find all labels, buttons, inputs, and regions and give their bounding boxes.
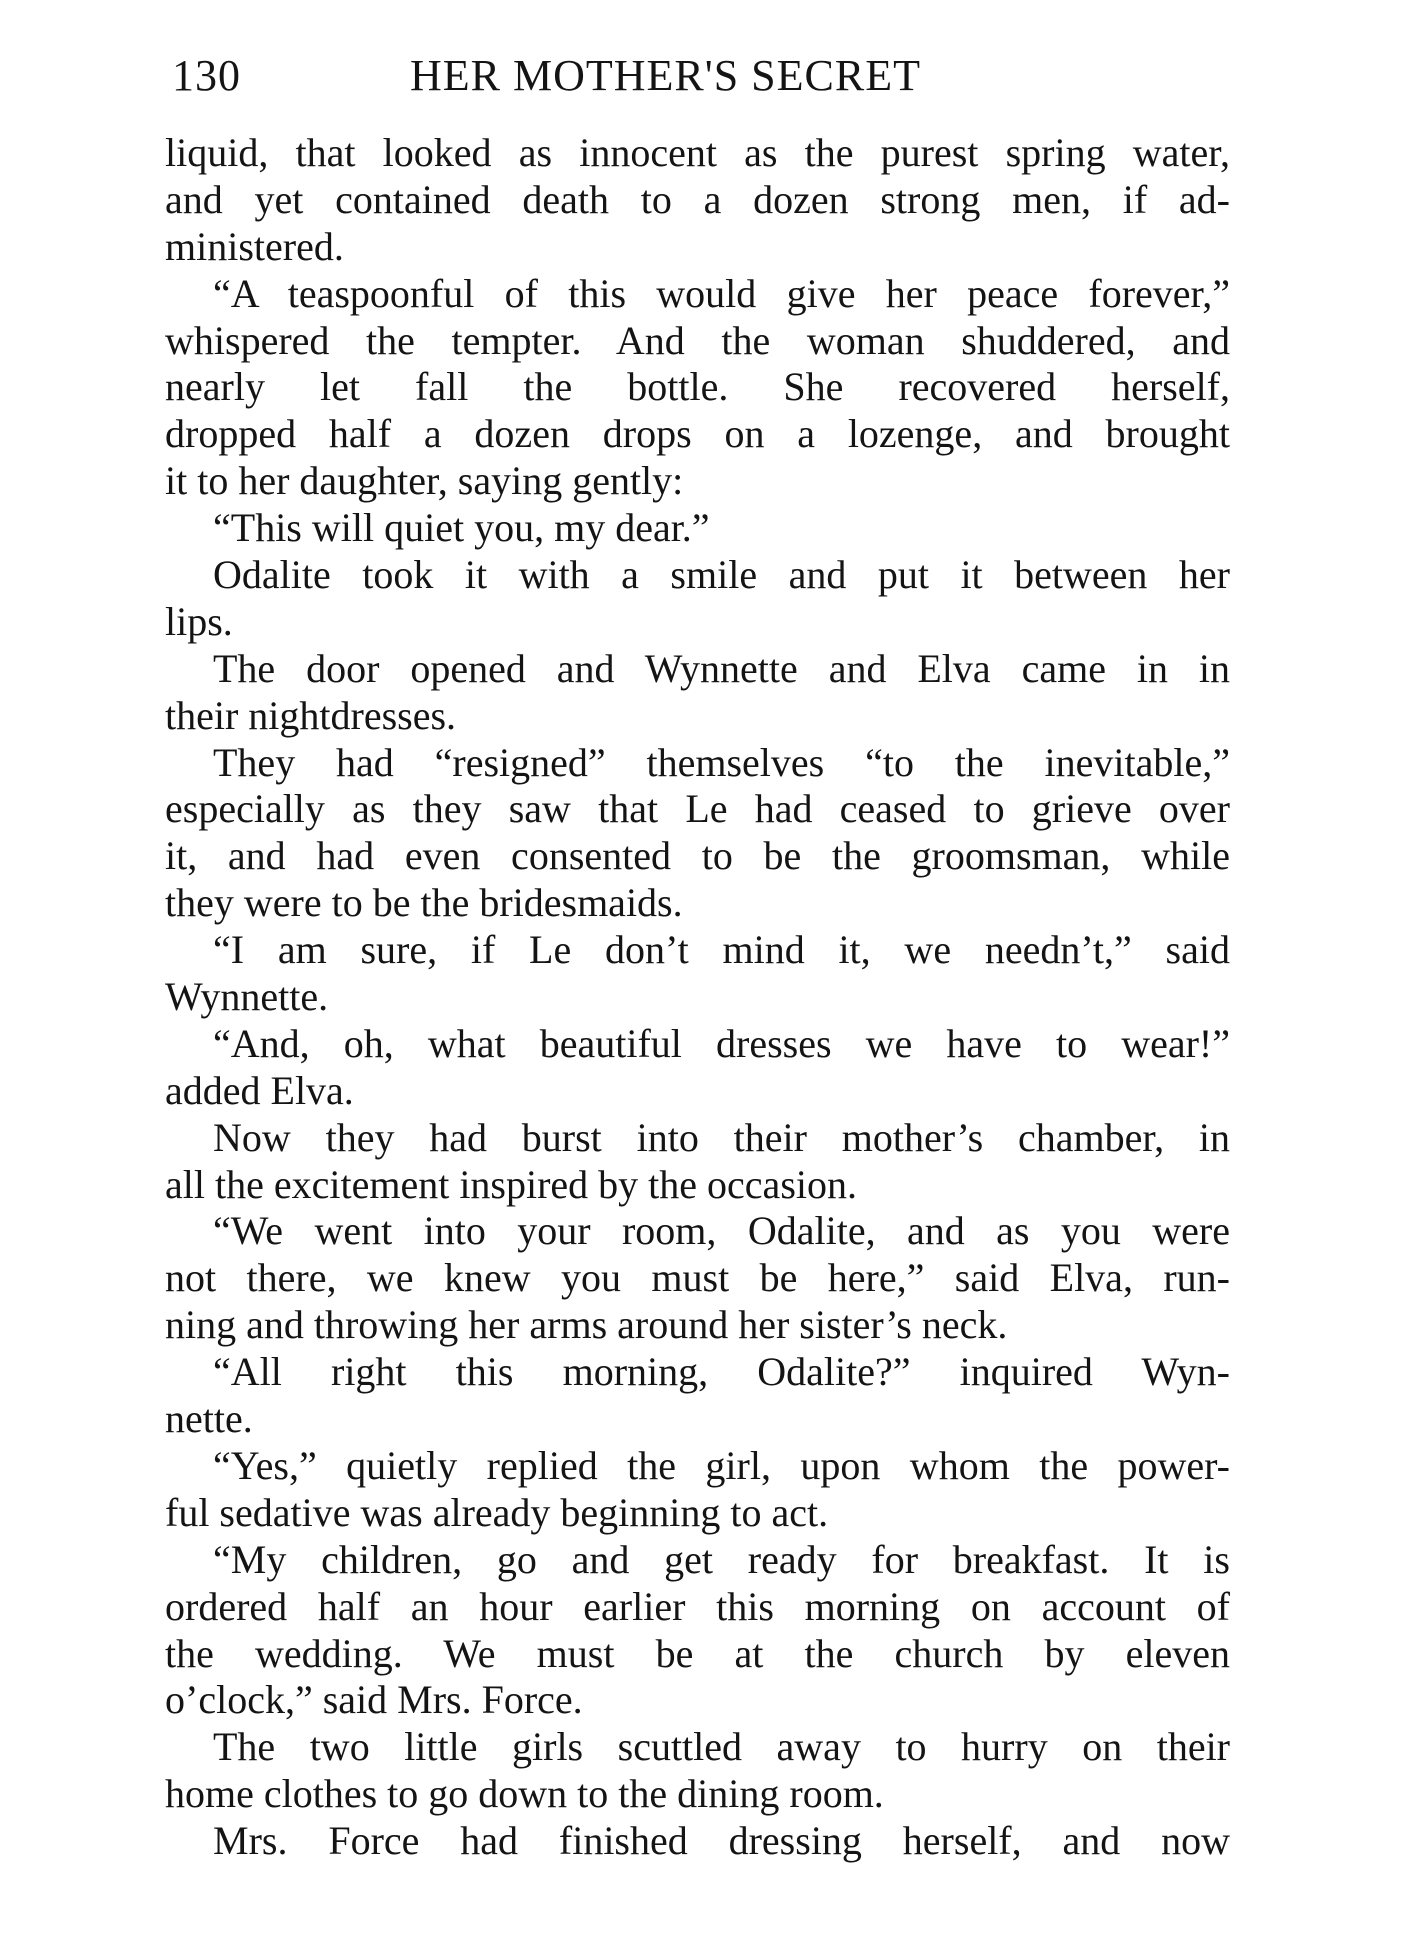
text-line: lips. bbox=[165, 598, 233, 644]
text-line: “And, oh, what beautiful dresses we have to wear!” bbox=[213, 1020, 1230, 1066]
text-line: The two little girls scuttled away to hurry on their bbox=[213, 1724, 1230, 1770]
text-line: it to her daughter, saying gently: bbox=[165, 458, 684, 504]
text-line: “Yes,” quietly replied the girl, upon whom the power- bbox=[213, 1442, 1230, 1488]
text-line: ordered half an hour earlier this morning on account of bbox=[165, 1583, 1230, 1629]
body-text bbox=[165, 130, 1230, 1865]
text-line: They had “resigned” themselves “to the inevitable,” bbox=[213, 739, 1230, 785]
text-line: “We went into your room, Odalite, and as you were bbox=[213, 1208, 1230, 1254]
text-line: ful sedative was already beginning to act. bbox=[165, 1489, 829, 1535]
text-line: home clothes to go down to the dining room. bbox=[165, 1771, 884, 1817]
text-line: “My children, go and get ready for breakfast. It is bbox=[213, 1536, 1230, 1582]
text-line: not there, we knew you must be here,” said Elva, run- bbox=[165, 1255, 1230, 1301]
text-line: Mrs. Force had finished dressing herself, and now bbox=[213, 1818, 1230, 1864]
text-line: whispered the tempter. And the woman shuddered, and bbox=[165, 317, 1230, 363]
text-line: The door opened and Wynnette and Elva came in in bbox=[213, 645, 1230, 691]
text-line: “This will quiet you, my dear.” bbox=[213, 505, 710, 551]
text-line: and yet contained death to a dozen strong men, if ad- bbox=[165, 176, 1230, 222]
text-line: they were to be the bridesmaids. bbox=[165, 880, 683, 926]
text-line: nette. bbox=[165, 1396, 253, 1442]
text-line: all the excitement inspired by the occasion. bbox=[165, 1161, 857, 1207]
page-number: 130 bbox=[172, 51, 241, 100]
text-line: dropped half a dozen drops on a lozenge, and brought bbox=[165, 411, 1230, 457]
text-line: it, and had even consented to be the groomsman, while bbox=[165, 833, 1230, 879]
text-line: liquid, that looked as innocent as the purest spring water, bbox=[165, 130, 1230, 175]
text-line: “A teaspoonful of this would give her peace forever,” bbox=[213, 270, 1230, 316]
text-line: added Elva. bbox=[165, 1067, 354, 1113]
text-line: ministered. bbox=[165, 223, 344, 269]
text-line: “I am sure, if Le don’t mind it, we needn’t,” said bbox=[213, 927, 1230, 973]
text-line: the wedding. We must be at the church by eleven bbox=[165, 1630, 1230, 1676]
text-line: Now they had burst into their mother’s chamber, in bbox=[213, 1114, 1230, 1160]
text-line: Odalite took it with a smile and put it between her bbox=[213, 552, 1230, 598]
page-header bbox=[172, 46, 1032, 106]
text-line: “All right this morning, Odalite?” inquired Wyn- bbox=[213, 1349, 1230, 1395]
text-line: ning and throwing her arms around her sister’s neck. bbox=[165, 1302, 1008, 1348]
text-line: nearly let fall the bottle. She recovered herself, bbox=[165, 364, 1230, 410]
running-head: HER MOTHER'S SECRET bbox=[410, 51, 921, 100]
text-line: Wynnette. bbox=[165, 974, 329, 1020]
text-line: especially as they saw that Le had ceased to grieve over bbox=[165, 786, 1230, 832]
text-line: their nightdresses. bbox=[165, 692, 457, 738]
text-line: o’clock,” said Mrs. Force. bbox=[165, 1677, 583, 1723]
